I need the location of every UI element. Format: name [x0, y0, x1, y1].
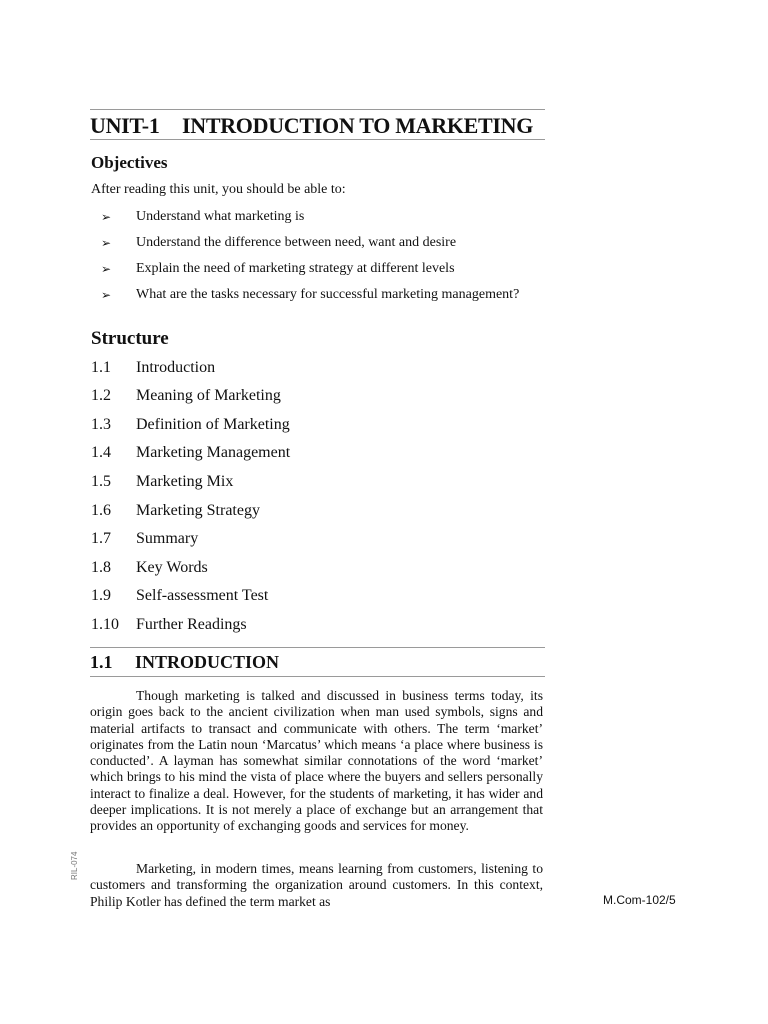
structure-item [91, 416, 290, 434]
structure-item [91, 473, 233, 491]
objective-text: Understand what marketing is [136, 209, 305, 224]
structure-item-label: Further Readings [136, 616, 247, 633]
objective-text: What are the tasks necessary for successful marketing management? [136, 287, 520, 302]
structure-item-label: Self-assessment Test [136, 587, 269, 604]
structure-item-label: Key Words [136, 559, 208, 576]
structure-item-label: Marketing Mix [136, 473, 234, 490]
arrow-bullet-icon: ➢ [101, 210, 112, 224]
structure-item-label: Marketing Strategy [136, 502, 260, 519]
title-bottom-rule [90, 139, 545, 140]
objectives-intro: After reading this unit, you should be able to: [91, 182, 346, 197]
arrow-bullet-icon: ➢ [101, 262, 112, 276]
structure-item [91, 587, 268, 605]
structure-heading: Structure [91, 328, 169, 349]
paragraph-text: Marketing, in modern times, means learning from customers, listening to customers and transforming the organization around customers. In this context, Philip Kotler has defined the term market as [90, 861, 543, 909]
structure-item-number: 1.8 [91, 559, 111, 576]
introduction-paragraph [90, 688, 543, 835]
unit-title-text: INTRODUCTION TO MARKETING [182, 113, 534, 138]
structure-item-label: Summary [136, 530, 199, 547]
structure-item [91, 387, 281, 405]
introduction-paragraph [90, 861, 543, 910]
structure-item-label: Meaning of Marketing [136, 387, 281, 404]
objective-text: Explain the need of marketing strategy at different levels [136, 261, 455, 276]
structure-item [91, 616, 247, 634]
structure-item-number: 1.1 [91, 359, 111, 376]
arrow-bullet-icon: ➢ [101, 288, 112, 302]
structure-item-number: 1.7 [91, 530, 111, 547]
structure-item-number: 1.2 [91, 387, 111, 404]
page-number: M.Com-102/5 [603, 893, 676, 907]
structure-item-number: 1.3 [91, 416, 111, 433]
structure-item-number: 1.5 [91, 473, 111, 490]
introduction-heading [90, 652, 279, 673]
intro-bottom-rule [90, 676, 545, 677]
structure-item-number: 1.4 [91, 444, 111, 461]
unit-title [90, 113, 560, 139]
structure-item [91, 359, 215, 377]
introduction-number: 1.1 [90, 652, 113, 672]
intro-top-rule [90, 647, 545, 648]
structure-item-number: 1.6 [91, 502, 111, 519]
objective-text: Understand the difference between need, want and desire [136, 235, 457, 250]
structure-item [91, 559, 208, 577]
title-top-rule [90, 109, 545, 110]
structure-item-label: Introduction [136, 359, 216, 376]
introduction-heading-text: INTRODUCTION [135, 652, 280, 672]
objectives-heading: Objectives [91, 153, 168, 172]
structure-item [91, 444, 290, 462]
arrow-bullet-icon: ➢ [101, 236, 112, 250]
structure-item-label: Definition of Marketing [136, 416, 290, 433]
structure-item-number: 1.10 [91, 616, 119, 633]
structure-item-label: Marketing Management [136, 444, 291, 461]
structure-item [91, 502, 260, 520]
structure-item-number: 1.9 [91, 587, 111, 604]
side-code: RIL-074 [70, 851, 79, 880]
paragraph-text: Though marketing is talked and discussed in business terms today, its origin goes back to the ancient civilization when man used symbols, signs and material artifacts to transact and communicate with others. The term ‘market’ originates from the Latin noun ‘Marcatus’ which means ‘a place where business is conducted’. A layman has somewhat similar connotations of the word ‘market’ which brings to his mind the vista of place where the buyers and sellers personally interact to finalize a deal. However, for the students of marketing, it has wider and deeper implications. It is not merely a place of exchange but an arrangement that provides an opportunity of exchanging goods and services for money. [90, 688, 543, 834]
structure-item [91, 530, 198, 548]
unit-number: UNIT-1 [90, 113, 160, 138]
